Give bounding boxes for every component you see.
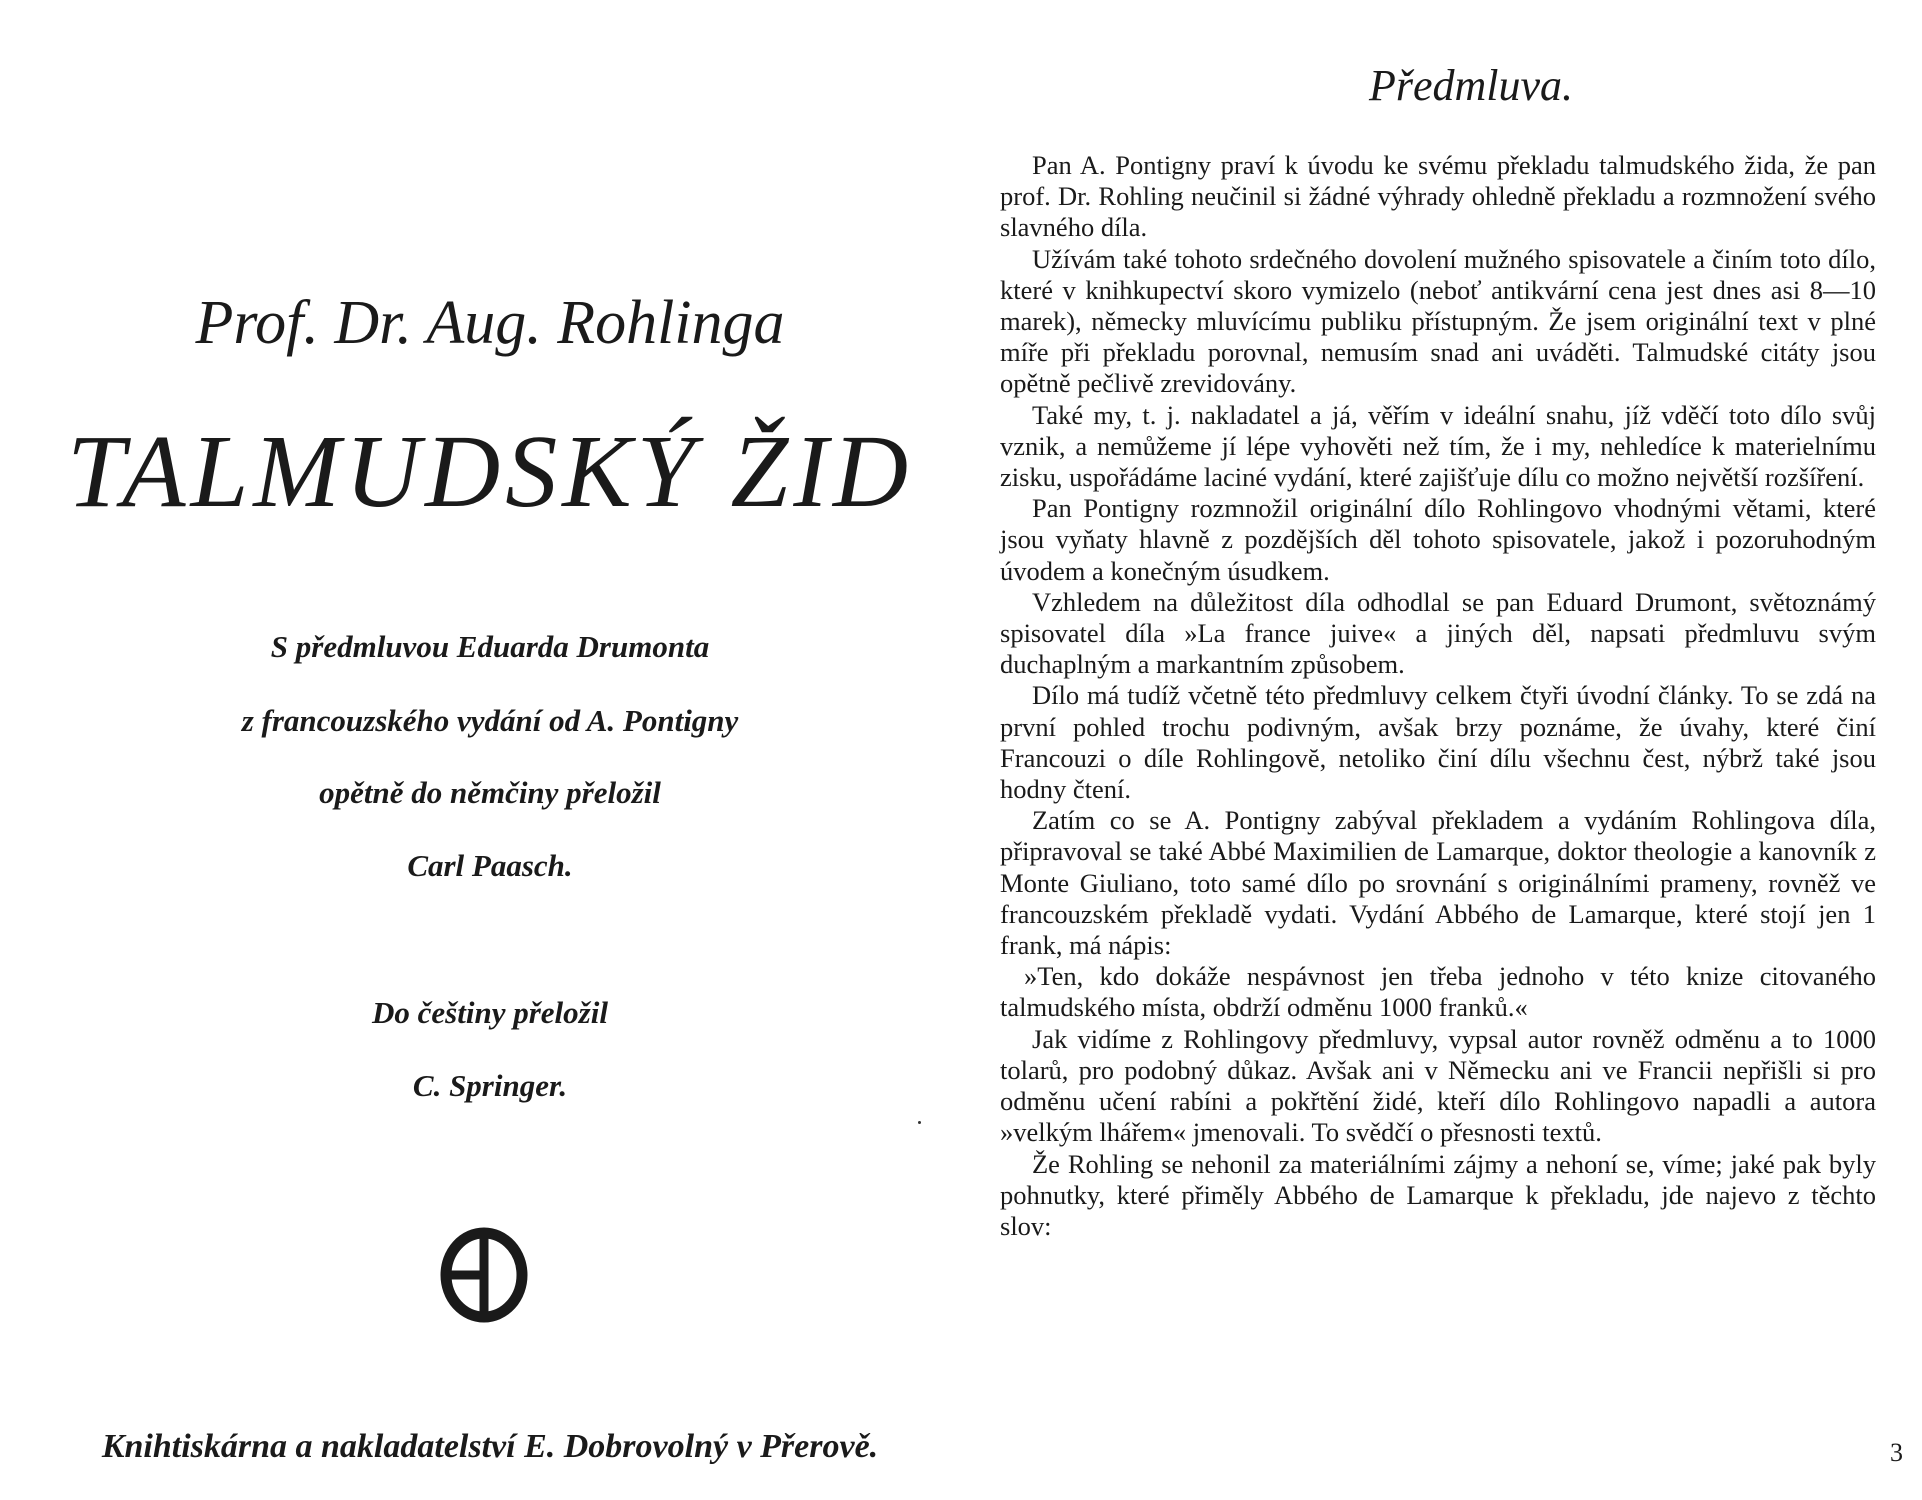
print-speck <box>918 1121 921 1124</box>
preface-body <box>1000 150 1876 1242</box>
preface-page <box>980 0 1922 1500</box>
preface-paragraph: Že Rohling se nehonil za materiálními zájmy a nehoní se, víme; jaké pak byly pohnutky, které přiměly Abbého de Lamarque k překladu, jde najevo z těchto slov: <box>1000 1148 1876 1241</box>
preface-paragraph: Zatím co se A. Pontigny zabýval překladem a vydáním Rohlingova díla, připravoval se také Abbé Maximilien de Lamarque, doktor theologie a kanovník z Monte Giuliano, toto samé dílo po srovnání s originálními prameny, rovněž ve francouzském překladě vydati. Vydání Abbého de Lamarque, které stojí jen 1 frank, má nápis: <box>1000 805 1876 961</box>
preface-paragraph: Dílo má tudíž včetně této předmluvy celkem čtyři úvodní články. To se zdá na první pohled trochu podivným, avšak brzy poznáme, že úvahy, které činí Francouzi o díle Rohlingovĕ, netoliko činí dílu všechnu čest, nýbrž také jsou hodny čtení. <box>1000 680 1876 805</box>
german-translation-line: opětně do němčiny přeložil <box>319 775 661 810</box>
preface-heading: Předmluva. <box>1368 61 1574 110</box>
czech-translation-line: Do češtiny přeložil <box>372 995 608 1030</box>
edition-line: z francouzského vydání od A. Pontigny <box>241 703 739 738</box>
german-translator: Carl Paasch. <box>407 848 573 883</box>
czech-translator: C. Springer. <box>412 1068 568 1103</box>
page-number: 3 <box>1890 1438 1903 1467</box>
preface-paragraph: Pan A. Pontigny praví k úvodu ke svému překladu talmudského žida, že pan prof. Dr. Rohling neučinil si žádné výhrady ohledně překladu a rozmnožení svého slavného díla. <box>1000 150 1876 243</box>
preface-quote: »Ten, kdo dokáže nespávnost jen třeba jednoho v této knize citovaného talmudského místa, obdrží odměnu 1000 franků.« <box>1000 961 1876 1023</box>
preface-paragraph: Užívám také tohoto srdečného dovolení mužného spisovatele a činím toto dílo, které v knihkupectví skoro vymizelo (neboť antikvární cena jest dnes asi 8—10 marek), německy mluvícímu publiku přístupným. Že jsem originální text v plné míře při překladu porovnal, nemusím snad ani uváděti. Talmudské citáty jsou opětně pečlivě zrevidovány. <box>1000 243 1876 399</box>
author-name: Prof. Dr. Aug. Rohlinga <box>195 289 785 357</box>
book-title: TALMUDSKÝ ŽID <box>66 414 914 529</box>
foreword-line: S předmluvou Eduarda Drumonta <box>270 629 710 664</box>
ed-monogram-logo-icon <box>440 1225 530 1325</box>
preface-paragraph: Vzhledem na důležitost díla odhodlal se pan Eduard Drumont, světoznámý spisovatel díla »La france juive« a jiných děl, napsati předmluvu svým duchaplným a markantním způsobem. <box>1000 586 1876 680</box>
preface-paragraph: Také my, t. j. nakladatel a já, věřím v ideální snahu, jíž vděčí toto dílo svůj vznik, a nemůžeme jí lépe vyhověti než tím, že i my, nehledíce k materielnímu zisku, uspořádáme laciné vydání, které zajišťuje dílu co možno největší rozšíření. <box>1000 399 1876 493</box>
publisher-imprint: Knihtiskárna a nakladatelství E. Dobrovolný v Přerově. <box>101 1428 879 1465</box>
preface-paragraph: Pan Pontigny rozmnožil originální dílo Rohlingovo vhodnými větami, které jsou vyňaty hlavně z pozdějších děl tohoto spisovatele, jakož i pozoruhodným úvodem a konečným úsudkem. <box>1000 493 1876 586</box>
preface-paragraph: Jak vidíme z Rohlingovy předmluvy, vypsal autor rovněž odměnu a to 1000 tolarů, pro podobný důkaz. Avšak ani v Německu ani ve Francii nepřišli si pro odměnu učení rabíni a pokřtění židé, kteří dílo Rohlingovo napadli a autora »velkým lhářem« jmenovali. To svědčí o přesnosti textů. <box>1000 1023 1876 1148</box>
